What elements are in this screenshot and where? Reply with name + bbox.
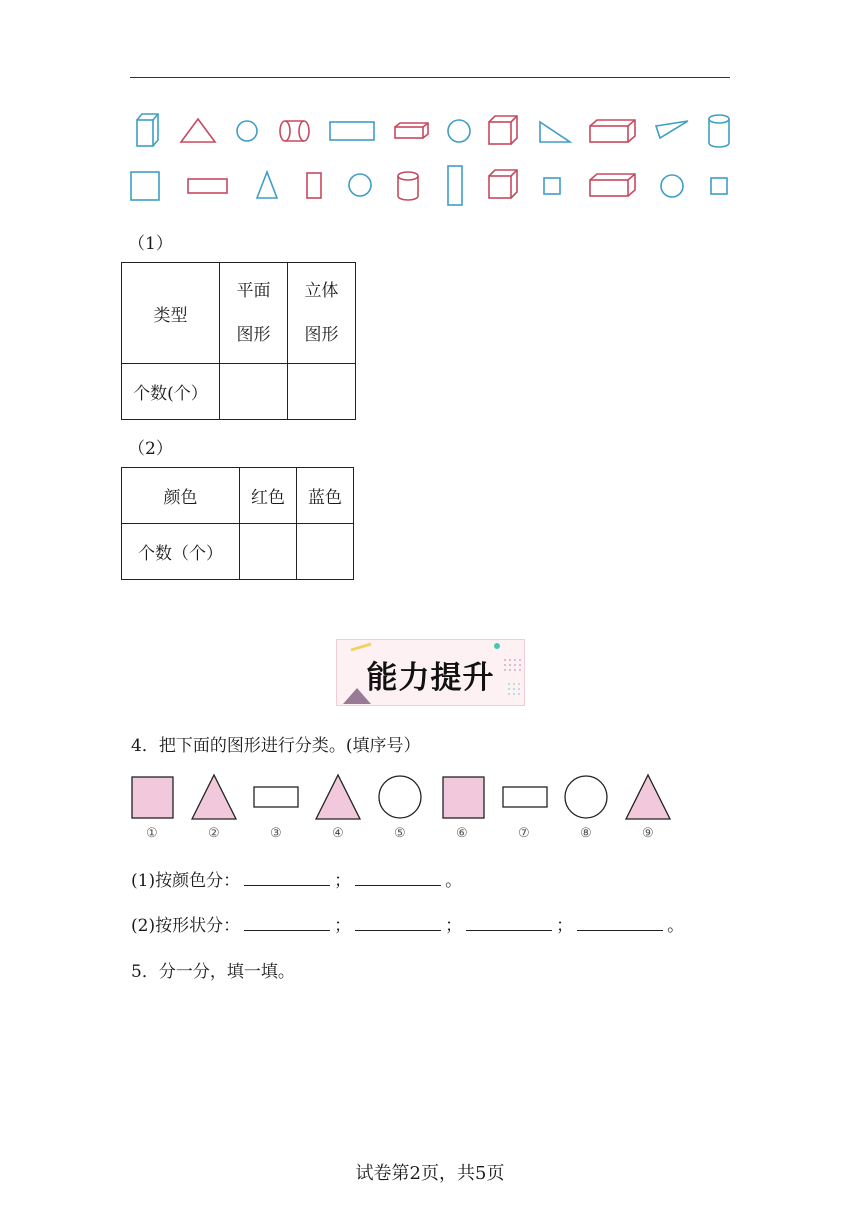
question-5-text: 5．分一分，填一填。 [131, 962, 295, 982]
shapes-figure [0, 100, 860, 210]
rectangle-icon [188, 179, 227, 193]
red-header: 红色 [240, 468, 297, 524]
cylinder-icon [398, 172, 418, 200]
white-rectangle-icon [254, 787, 298, 807]
white-circle-icon [379, 776, 421, 818]
square-icon [131, 172, 159, 200]
classify-by-shape-label: (2)按形状分： [131, 916, 241, 936]
circle-icon [237, 121, 257, 141]
cylinder-icon [709, 115, 729, 147]
banner-title: 能力提升 [366, 660, 495, 696]
cuboid-flat-icon [395, 123, 428, 138]
type-header: 类型 [122, 263, 220, 364]
section-1-label: （1） [128, 234, 173, 254]
cuboid-long-icon [590, 174, 635, 196]
shape-number-3: ③ [270, 826, 282, 841]
square-small-icon [544, 178, 560, 194]
triangle-icon [257, 172, 277, 198]
cuboid-long-icon [590, 120, 635, 142]
cylinder-side-icon [280, 121, 309, 141]
pink-square-icon [132, 777, 173, 818]
separator: ； [445, 916, 463, 936]
end-mark: 。 [667, 916, 685, 936]
pink-triangle-icon [316, 775, 360, 819]
shape-number-8: ⑧ [580, 826, 592, 841]
classify-by-color-label: (1)按颜色分： [131, 871, 241, 891]
rectangle-vertical-icon [448, 166, 462, 205]
answer-blank[interactable] [244, 871, 330, 886]
shape-type-table [121, 262, 356, 420]
shape-number-2: ② [208, 826, 220, 841]
circle-icon [349, 174, 371, 196]
plane-count-cell[interactable] [220, 364, 288, 420]
shape-number-1: ① [146, 826, 158, 841]
section-2-label: （2） [128, 439, 173, 459]
end-mark: 。 [445, 871, 463, 891]
solid-count-cell[interactable] [288, 364, 356, 420]
rectangle-icon [330, 122, 374, 140]
cube-icon [489, 170, 517, 198]
plane-header-line1: 平面 [236, 281, 271, 301]
classify-by-color-line [131, 866, 462, 891]
pink-square-icon [443, 777, 484, 818]
right-triangle-icon [540, 122, 570, 142]
separator: ； [334, 916, 352, 936]
separator: ； [334, 871, 352, 891]
count-row-label: 个数(个） [122, 364, 220, 420]
color-table [121, 467, 354, 580]
blue-header: 蓝色 [297, 468, 354, 524]
question-4-text: 4．把下面的图形进行分类。(填序号） [131, 736, 421, 756]
shape-number-7: ⑦ [518, 826, 530, 841]
shape-number-4: ④ [332, 826, 344, 841]
shape-number-9: ⑨ [642, 826, 654, 841]
pink-triangle-icon [192, 775, 236, 819]
circle-icon [661, 175, 683, 197]
answer-blank[interactable] [355, 916, 441, 931]
top-rule [130, 77, 730, 78]
solid-header-line1: 立体 [304, 281, 339, 301]
ability-banner [336, 639, 525, 706]
shape-number-6: ⑥ [456, 826, 468, 841]
plane-header-line2: 图形 [236, 325, 271, 345]
plane-shape-header [220, 263, 288, 364]
triangle-icon [181, 119, 215, 142]
separator: ； [556, 916, 574, 936]
cuboid-tall-icon [137, 114, 158, 146]
answer-blank[interactable] [355, 871, 441, 886]
cube-icon [489, 116, 517, 144]
solid-shape-header [288, 263, 356, 364]
blue-count-cell[interactable] [297, 524, 354, 580]
pink-triangle-icon [626, 775, 670, 819]
classify-by-shape-line [131, 911, 684, 936]
answer-blank[interactable] [466, 916, 552, 931]
square-small-icon [711, 178, 727, 194]
red-count-cell[interactable] [240, 524, 297, 580]
circle-icon [448, 120, 470, 142]
triangle-slanted-icon [656, 121, 688, 138]
color-header: 颜色 [122, 468, 240, 524]
question-4-shapes [0, 765, 860, 850]
answer-blank[interactable] [244, 916, 330, 931]
answer-blank[interactable] [577, 916, 663, 931]
shape-number-5: ⑤ [394, 826, 406, 841]
white-rectangle-icon [503, 787, 547, 807]
solid-header-line2: 图形 [304, 325, 339, 345]
count-row-label: 个数（个） [122, 524, 240, 580]
white-circle-icon [565, 776, 607, 818]
rectangle-tall-icon [307, 173, 321, 198]
page-footer: 试卷第2页，共5页 [355, 1163, 505, 1184]
